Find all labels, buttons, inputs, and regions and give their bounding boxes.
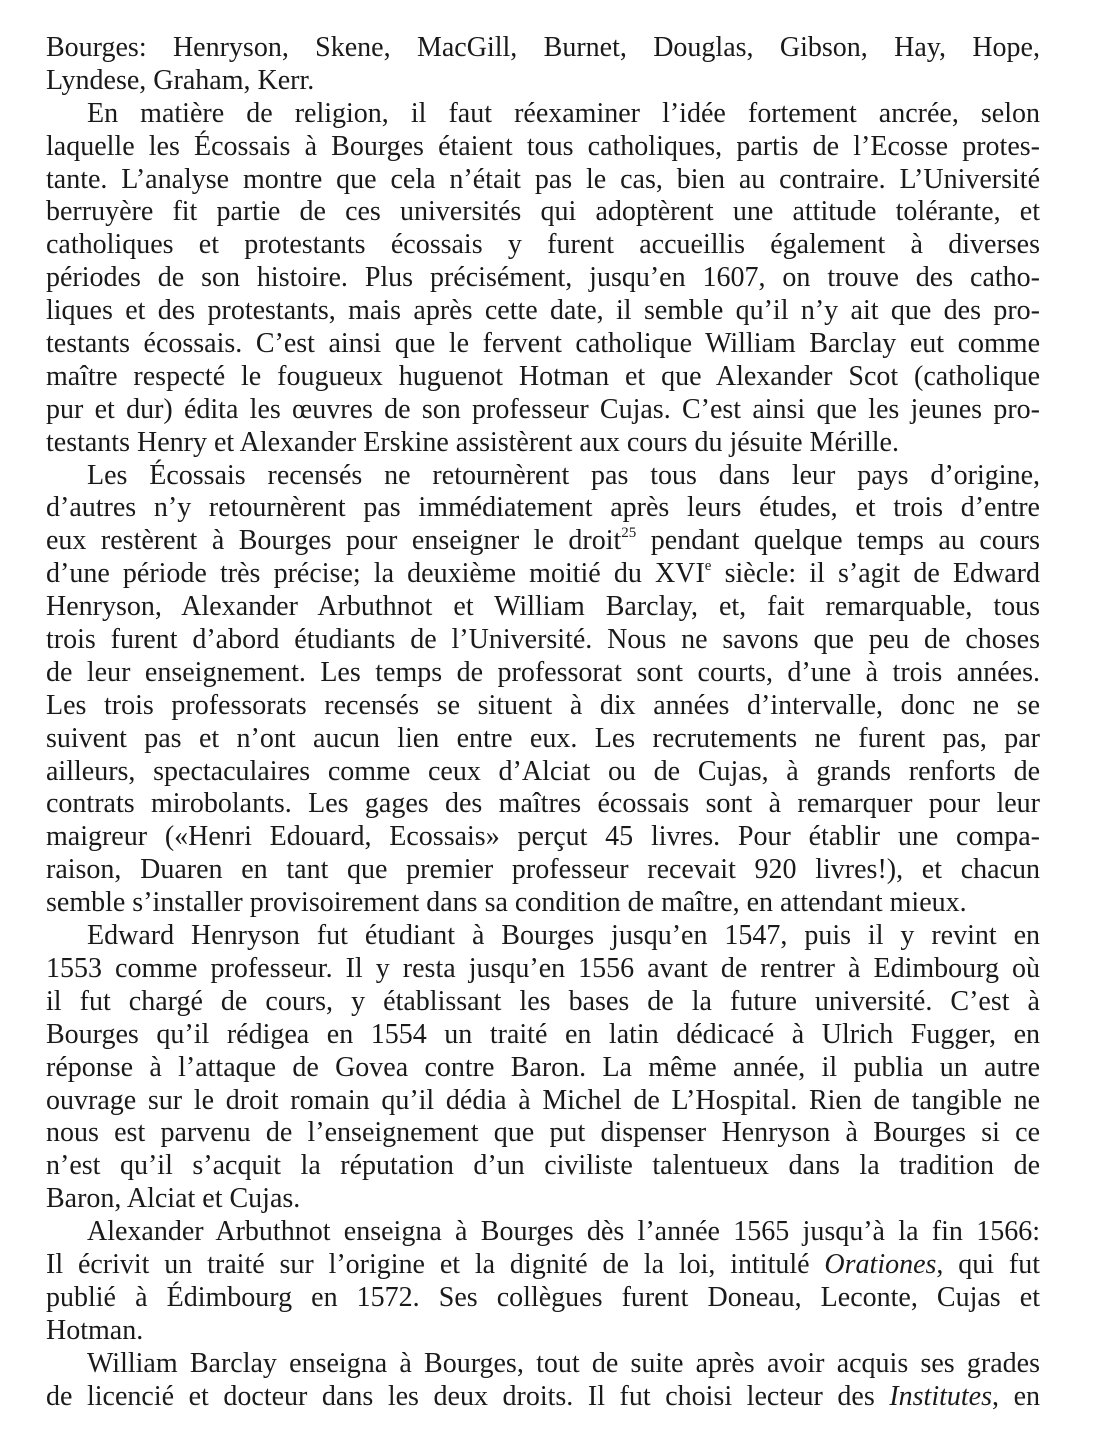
paragraph-1 bbox=[46, 32, 1040, 98]
text-line: nous est parvenu de l’enseignement que put dispenser Henryson à Bourges si ce bbox=[46, 1117, 1040, 1149]
text-line: Bourges qu’il rédigea en 1554 un traité en latin dédicacé à Ulrich Fugger, en bbox=[46, 1018, 1040, 1050]
text-line: maître respecté le fougueux huguenot Hotman et que Alexander Scot (catholique bbox=[46, 360, 1040, 392]
text-line: publié à Édimbourg en 1572. Ses collègues furent Doneau, Leconte, Cujas et bbox=[46, 1281, 1040, 1313]
text-segment: , en bbox=[992, 1380, 1041, 1412]
text-line: liques et des protestants, mais après cette date, il semble qu’il n’y ait que des pro- bbox=[46, 295, 1040, 327]
text-line: berruyère fit partie de ces universités qui adoptèrent une attitude tolérante, et bbox=[46, 196, 1040, 228]
text-line: Lyndese, Graham, Kerr. bbox=[46, 64, 315, 96]
text-segment: d’une période très précise; la deuxième moitié du XVI bbox=[46, 558, 705, 590]
paragraph-6 bbox=[46, 1348, 1040, 1414]
text-line: Hotman. bbox=[46, 1314, 144, 1346]
italic-title: Institutes bbox=[889, 1380, 992, 1412]
text-line: raison, Duaren en tant que premier professeur recevait 920 livres!), et chacun bbox=[46, 854, 1040, 886]
text-line bbox=[46, 1381, 1040, 1414]
text-line: il fut chargé de cours, y établissant les bases de la future université. C’est à bbox=[46, 985, 1040, 1017]
text-line: William Barclay enseigna à Bourges, tout de suite après avoir acquis ses grades bbox=[87, 1347, 1040, 1379]
text-segment: , qui fut bbox=[936, 1248, 1040, 1280]
paragraph-2 bbox=[46, 98, 1040, 460]
text-line: Henryson, Alexander Arbuthnot et William Barclay, et, fait remarquable, tous bbox=[46, 591, 1040, 623]
paragraph-5 bbox=[46, 1216, 1040, 1348]
text-line: Edward Henryson fut étudiant à Bourges jusqu’en 1547, puis il y revint en bbox=[87, 920, 1040, 952]
text-line: réponse à l’attaque de Govea contre Baron. La même année, il publia un autre bbox=[46, 1051, 1040, 1083]
text-line bbox=[46, 558, 1040, 591]
text-line: tante. L’analyse montre que cela n’était pas le cas, bien au contraire. L’Université bbox=[46, 163, 1040, 195]
text-line: Baron, Alciat et Cujas. bbox=[46, 1183, 301, 1215]
text-segment: eux restèrent à Bourges pour enseigner le droit bbox=[46, 525, 622, 557]
italic-title: Orationes bbox=[824, 1248, 937, 1280]
text-line: périodes de son histoire. Plus précisément, jusqu’en 1607, on trouve des catho- bbox=[46, 262, 1040, 294]
text-line bbox=[46, 525, 1040, 558]
text-line: Les Écossais recensés ne retournèrent pas tous dans leur pays d’origine, bbox=[87, 459, 1040, 491]
text-line: contrats mirobolants. Les gages des maîtres écossais sont à remarquer pour leur bbox=[46, 788, 1040, 820]
text-segment: Il écrivit un traité sur l’origine et la dignité de la loi, intitulé bbox=[46, 1248, 825, 1280]
text-line: testants écossais. C’est ainsi que le fervent catholique William Barclay eut comme bbox=[46, 328, 1040, 360]
paragraph-4 bbox=[46, 920, 1040, 1216]
text-line: ailleurs, spectaculaires comme ceux d’Alciat ou de Cujas, à grands renforts de bbox=[46, 755, 1040, 787]
text-line: d’autres n’y retournèrent pas immédiatement après leurs études, et trois d’entre bbox=[46, 492, 1040, 524]
text-line: En matière de religion, il faut réexaminer l’idée fortement ancrée, selon bbox=[87, 97, 1040, 129]
text-line: 1553 comme professeur. Il y resta jusqu’en 1556 avant de rentrer à Edimbourg où bbox=[46, 952, 1040, 984]
text-line: Alexander Arbuthnot enseigna à Bourges dès l’année 1565 jusqu’à la fin 1566: bbox=[87, 1216, 1040, 1248]
text-line: catholiques et protestants écossais y furent accueillis également à diverses bbox=[46, 229, 1040, 261]
ordinal-superscript: e bbox=[704, 558, 712, 575]
text-segment: siècle: il s’agit de Edward bbox=[711, 558, 1040, 590]
text-line: de leur enseignement. Les temps de professorat sont courts, d’une à trois années. bbox=[46, 656, 1040, 688]
footnote-reference[interactable]: 25 bbox=[621, 525, 637, 542]
text-line: Les trois professorats recensés se situent à dix années d’intervalle, donc ne se bbox=[46, 689, 1040, 721]
text-line: Bourges: Henryson, Skene, MacGill, Burnet, Douglas, Gibson, Hay, Hope, bbox=[46, 32, 1040, 63]
text-line: semble s’installer provisoirement dans sa condition de maître, en attendant mieux. bbox=[46, 887, 967, 919]
text-line: laquelle les Écossais à Bourges étaient tous catholiques, partis de l’Ecosse protes- bbox=[46, 130, 1040, 162]
text-segment: pendant quelque temps au cours bbox=[636, 525, 1040, 557]
text-line: pur et dur) édita les œuvres de son professeur Cujas. C’est ainsi que les jeunes pro- bbox=[46, 393, 1040, 425]
text-line: trois furent d’abord étudiants de l’Université. Nous ne savons que peu de choses bbox=[46, 624, 1040, 656]
text-line bbox=[46, 1249, 1040, 1282]
text-line: suivent pas et n’ont aucun lien entre eux. Les recrutements ne furent pas, par bbox=[46, 722, 1040, 754]
paragraph-3 bbox=[46, 460, 1040, 920]
text-line: testants Henry et Alexander Erskine assistèrent aux cours du jésuite Mérille. bbox=[46, 426, 899, 458]
document-page bbox=[46, 32, 1040, 1413]
text-segment: de licencié et docteur dans les deux droits. Il fut choisi lecteur des bbox=[46, 1380, 890, 1412]
text-line: ouvrage sur le droit romain qu’il dédia à Michel de L’Hospital. Rien de tangible ne bbox=[46, 1084, 1040, 1116]
text-line: maigreur («Henri Edouard, Ecossais» perçut 45 livres. Pour établir une compa- bbox=[46, 821, 1040, 853]
text-line: n’est qu’il s’acquit la réputation d’un civiliste talentueux dans la tradition de bbox=[46, 1150, 1040, 1182]
